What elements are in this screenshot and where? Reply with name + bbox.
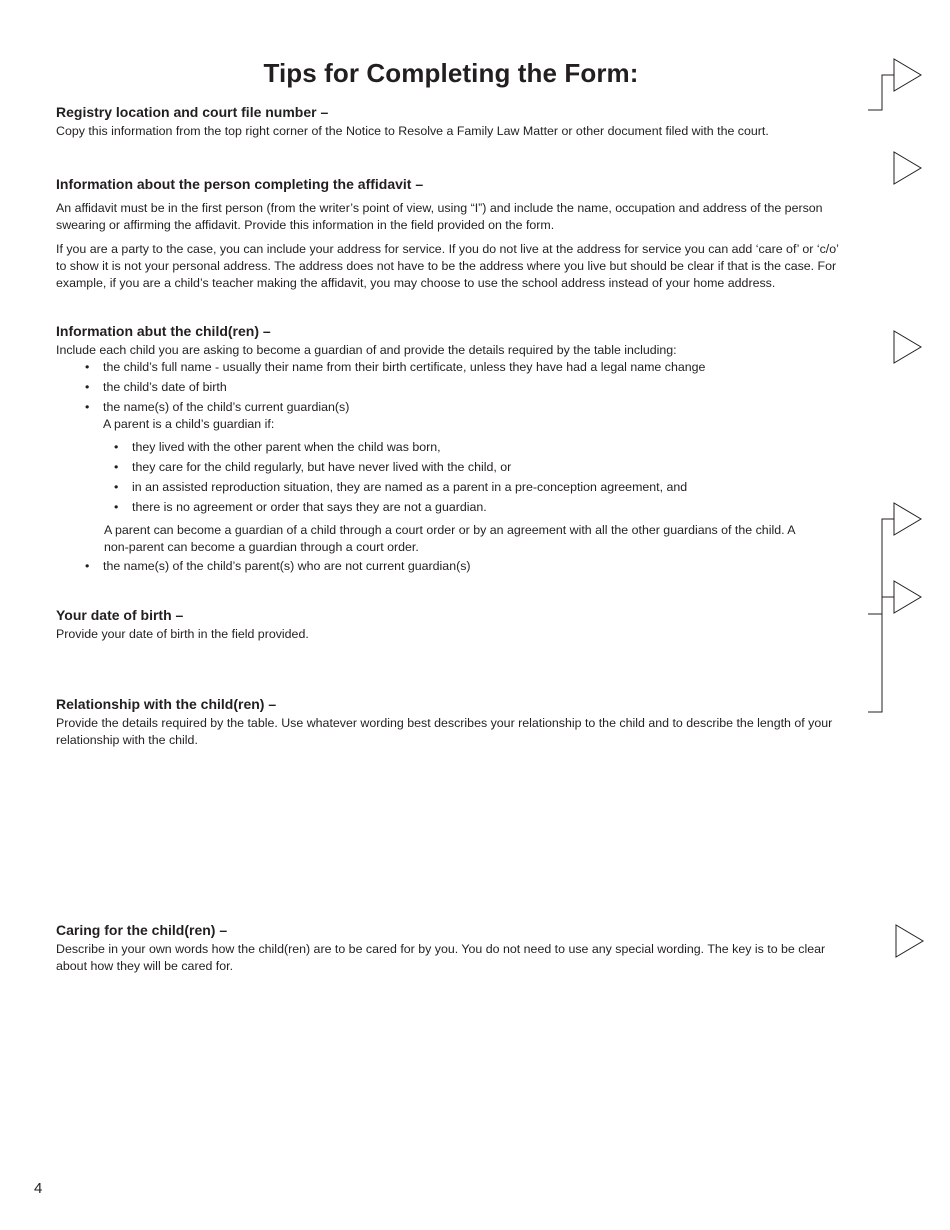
connector-line bbox=[868, 75, 894, 110]
dob-heading: Your date of birth – bbox=[56, 607, 184, 623]
list-item: • the child’s full name - usually their name from their birth certificate, unless they have had a legal name change bbox=[56, 359, 846, 376]
page-title: Tips for Completing the Form: bbox=[263, 58, 639, 88]
registry-text: Copy this information from the top right corner of the Notice to Resolve a Family Law Matter or other document filed with the court. bbox=[56, 124, 769, 138]
caring-text: Describe in your own words how the child(ren) are to be cared for by you. You do not need to use any special wording. The key is to be clear about how they will be cared for. bbox=[56, 942, 826, 973]
connector-line bbox=[868, 519, 894, 712]
children-intro: Include each child you are asking to become a guardian of and provide the details required by the table including: bbox=[56, 343, 677, 357]
affiant-paragraph-2: If you are a party to the case, you can include your address for service. If you do not live at the address for service you can add ‘care of’ or ‘c/o’ to show it is not your personal address. The address does not have to be the address where you live but should be clear if that is the case. For example, if you are a child’s teacher making the affidavit, you may choose to use the school address instead of your home address. bbox=[56, 242, 839, 290]
children-heading: Information abut the child(ren) – bbox=[56, 323, 271, 339]
connector-line bbox=[868, 597, 894, 614]
registry-heading: Registry location and court file number – bbox=[56, 104, 329, 120]
list-item: • they lived with the other parent when the child was born, bbox=[56, 439, 846, 456]
dob-text: Provide your date of birth in the field provided. bbox=[56, 627, 309, 641]
list-item: • the name(s) of the child’s parent(s) who are not current guardian(s) bbox=[56, 558, 846, 575]
list-item: • in an assisted reproduction situation, they are named as a parent in a pre-conception agreement, and bbox=[56, 479, 846, 496]
affiant-heading: Information about the person completing the affidavit – bbox=[56, 176, 424, 192]
relationship-text: Provide the details required by the table. Use whatever wording best describes your relationship to the child and to describe the length of your relationship with the child. bbox=[56, 716, 833, 747]
triangle-pointer-icon bbox=[896, 925, 923, 957]
triangle-pointer-icon bbox=[894, 152, 921, 184]
triangle-pointer-icon bbox=[894, 503, 921, 535]
list-item: • the child’s date of birth bbox=[56, 379, 846, 396]
triangle-pointer-icon bbox=[894, 581, 921, 613]
list-item: • there is no agreement or order that says they are not a guardian. bbox=[56, 499, 846, 516]
list-item-text: the name(s) of the child’s current guardian(s) bbox=[103, 400, 350, 414]
guardian-intro: A parent is a child’s guardian if: bbox=[103, 417, 275, 431]
relationship-heading: Relationship with the child(ren) – bbox=[56, 696, 277, 712]
list-item: • they care for the child regularly, but have never lived with the child, or bbox=[56, 459, 846, 476]
page-number: 4 bbox=[34, 1180, 43, 1197]
triangle-pointer-icon bbox=[894, 331, 921, 363]
caring-heading: Caring for the child(ren) – bbox=[56, 922, 228, 938]
triangle-pointer-icon bbox=[894, 59, 921, 91]
affiant-paragraph-1: An affidavit must be in the first person (from the writer’s point of view, using “I”) and include the name, occupation and address of the person swearing or affirming the affidavit. Provide this information in the field provided on the form. bbox=[56, 201, 823, 232]
guardian-note: A parent can become a guardian of a child through a court order or by an agreement with all the other guardians of the child. A non-parent can become a guardian through a court order. bbox=[104, 523, 795, 554]
